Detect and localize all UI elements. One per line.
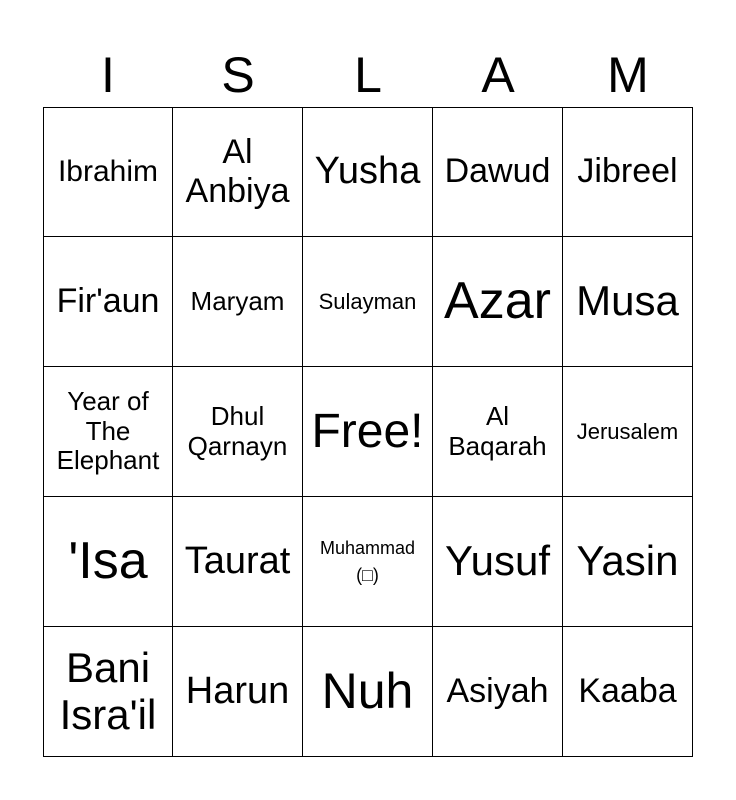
cell-label: Maryam	[190, 285, 285, 316]
cell-label: Dhul Qarnayn	[187, 400, 288, 461]
cell-label: Jibreel	[577, 152, 678, 191]
cell-label: Bani Isra'il	[59, 644, 157, 738]
cell-label: Sulayman	[318, 288, 417, 314]
cell-label: Asiyah	[446, 671, 549, 710]
bingo-cell[interactable]	[433, 627, 563, 757]
cell-label: Taurat	[184, 539, 291, 582]
bingo-cell[interactable]	[433, 367, 563, 497]
cell-label: Kaaba	[578, 671, 677, 710]
bingo-header	[43, 44, 693, 106]
cell-label: Al Anbiya	[185, 132, 290, 210]
bingo-cell[interactable]	[173, 237, 303, 367]
cell-label: Dawud	[444, 152, 551, 191]
header-letter-l: L	[354, 47, 382, 103]
bingo-cell[interactable]	[43, 107, 173, 237]
bingo-cell[interactable]	[303, 497, 433, 627]
bingo-cell[interactable]	[563, 367, 693, 497]
bingo-cell[interactable]	[433, 497, 563, 627]
bingo-cell[interactable]	[173, 497, 303, 627]
cell-label: Yusuf	[444, 537, 551, 585]
bingo-cell[interactable]	[563, 107, 693, 237]
bingo-cell[interactable]	[433, 237, 563, 367]
header-letter-a: A	[481, 47, 515, 103]
bingo-cell[interactable]	[303, 107, 433, 237]
bingo-grid	[43, 107, 693, 757]
cell-label: Ibrahim	[57, 154, 159, 188]
cell-label: Muhammad (□)	[319, 538, 416, 585]
bingo-cell[interactable]	[563, 497, 693, 627]
cell-label: Harun	[185, 669, 290, 712]
bingo-cell[interactable]	[173, 627, 303, 757]
bingo-cell[interactable]	[43, 237, 173, 367]
bingo-cell[interactable]	[43, 627, 173, 757]
bingo-cell[interactable]	[43, 497, 173, 627]
header-letter-s: S	[221, 47, 255, 103]
bingo-cell[interactable]	[563, 627, 693, 757]
header-letter-i: I	[101, 47, 115, 103]
cell-label: Nuh	[321, 662, 414, 719]
free-space-label: Free!	[311, 404, 424, 458]
bingo-cell[interactable]	[43, 367, 173, 497]
bingo-cell free-space[interactable]	[303, 367, 433, 497]
cell-label: Musa	[576, 277, 679, 325]
bingo-cell[interactable]	[563, 237, 693, 367]
bingo-cell[interactable]	[173, 367, 303, 497]
cell-label: Azar	[444, 271, 551, 330]
bingo-cell[interactable]	[303, 237, 433, 367]
cell-label: 'Isa	[68, 531, 148, 590]
bingo-cell[interactable]	[303, 627, 433, 757]
cell-label: Yasin	[576, 537, 679, 585]
cell-label: Yusha	[314, 150, 421, 193]
bingo-cell[interactable]	[433, 107, 563, 237]
header-letter-m: M	[607, 47, 649, 103]
cell-label: Year of The Elephant	[56, 385, 160, 476]
cell-label: Jerusalem	[576, 418, 679, 444]
cell-label: Al Baqarah	[448, 400, 547, 461]
bingo-cell[interactable]	[173, 107, 303, 237]
cell-label: Fir'aun	[56, 281, 160, 320]
